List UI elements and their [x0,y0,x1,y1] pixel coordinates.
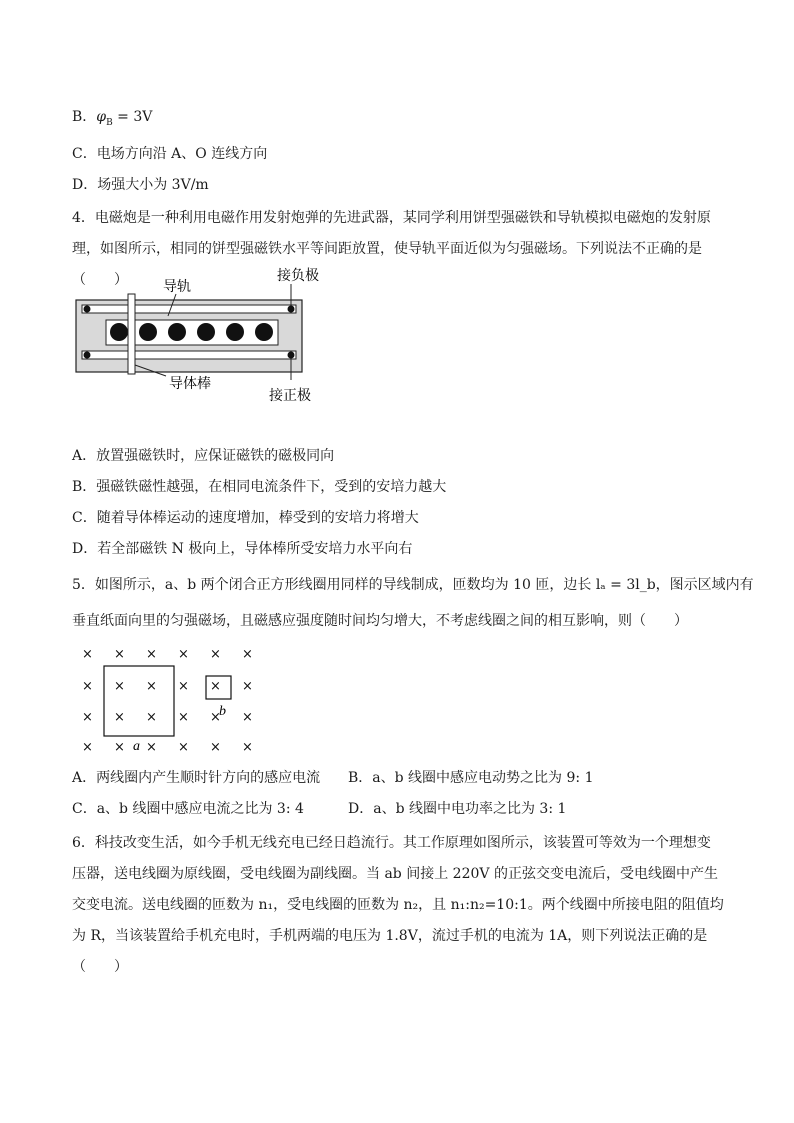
field-cross: × [82,647,93,662]
field-cross: × [82,710,93,725]
q5-option-d: D．a、b 线圈中电功率之比为 3: 1 [348,801,567,817]
negative-terminal-dot [288,306,295,313]
q3-option-c: C．电场方向沿 A、O 连线方向 [72,146,268,162]
magnetic-field-crosses [82,647,253,755]
field-cross: × [114,679,125,694]
field-cross: × [242,679,253,694]
field-cross: × [210,679,221,694]
q6-stem: 6．科技改变生活，如今手机无线充电已经日趋流行。其工作原理如图所示，该装置可等效为一个理想变压器，送电线圈为原线圈，受电线圈为副线圈。当 ab 间接上 220V 的正弦交变电流后，受电线圈中产生交变电流。送电线圈的匝数为 n₁，受电线圈的匝数为 n₂，且 n₁:n₂=10:1。两个线圈中所接电阻的阻值均为 R，当该装置给手机充电时，手机两端的电压为 1.8V，流过手机的电流为 1A，则下列说法正确的是（ ） [72,835,724,975]
label-positive: 接正极 [269,388,311,404]
label-negative: 接负极 [277,268,319,284]
label-rod: 导体棒 [169,376,211,392]
q3-option-b-sub: B [106,117,113,128]
conductor-rod [128,294,135,374]
q3-option-d: D．场强大小为 3V/m [72,177,209,193]
field-cross: × [114,710,125,725]
field-cross: × [210,647,221,662]
field-cross: × [242,710,253,725]
q4-option-a: A．放置强磁铁时，应保证磁铁的磁极同向 [72,448,335,464]
q3-option-b-prefix: B． [72,109,97,125]
rail-end-dot [84,352,91,359]
magnet [255,323,273,341]
q5-stem-line1: 5．如图所示，a、b 两个闭合正方形线圈用同样的导线制成，匝数均为 10 匝，边长 lₐ = 3l_b，图示区域内有 [72,577,754,593]
q4-option-b: B．强磁铁磁性越强，在相同电流条件下，受到的安培力越大 [72,479,447,495]
field-cross: × [178,647,189,662]
q3-option-b-symbol: φ [96,109,107,125]
field-cross: × [178,710,189,725]
q3-option-b-value: = 3V [112,109,153,125]
field-cross: × [242,740,253,755]
field-cross: × [146,679,157,694]
q5-option-c: C．a、b 线圈中感应电流之比为 3: 4 [72,801,304,817]
q5-option-a: A．两线圈内产生顺时针方向的感应电流 [72,770,321,786]
magnet [226,323,244,341]
rail-end-dot [84,306,91,313]
q5-figure [70,638,270,762]
q5-stem-line2: 垂直纸面向里的匀强磁场，且磁感应强度随时间均匀增大，不考虑线圈之间的相互影响，则（ ） [72,613,688,629]
magnet [110,323,128,341]
magnet [197,323,215,341]
q5-option-b: B．a、b 线圈中感应电动势之比为 9: 1 [348,770,594,786]
magnet [168,323,186,341]
field-cross: × [82,679,93,694]
field-cross: × [82,740,93,755]
magnet [139,323,157,341]
q4-stem: 4．电磁炮是一种利用电磁作用发射炮弹的先进武器，某同学利用饼型强磁铁和导轨模拟电磁炮的发射原理，如图所示，相同的饼型强磁铁水平等间距放置，使导轨平面近似为匀强磁场。下列说法不正确的是（ ） [72,210,711,288]
field-cross: × [210,740,221,755]
label-coil-a: a [133,739,140,754]
field-cross: × [210,710,221,725]
label-rail: 导轨 [163,279,191,295]
field-cross: × [146,740,157,755]
field-cross: × [242,647,253,662]
field-cross: × [178,679,189,694]
q4-option-d: D．若全部磁铁 N 极向上，导体棒所受安培力水平向右 [72,541,413,557]
q4-figure [70,262,340,414]
positive-terminal-dot [288,352,295,359]
field-cross: × [146,647,157,662]
label-coil-b: b [219,704,226,719]
q4-option-c: C．随着导体棒运动的速度增加，棒受到的安培力将增大 [72,510,419,526]
lower-rail [82,351,296,359]
coil-a [104,666,174,736]
field-cross: × [114,740,125,755]
field-cross: × [178,740,189,755]
q3-option-b [72,107,152,133]
field-cross: × [146,710,157,725]
field-cross: × [114,647,125,662]
upper-rail [82,305,296,313]
